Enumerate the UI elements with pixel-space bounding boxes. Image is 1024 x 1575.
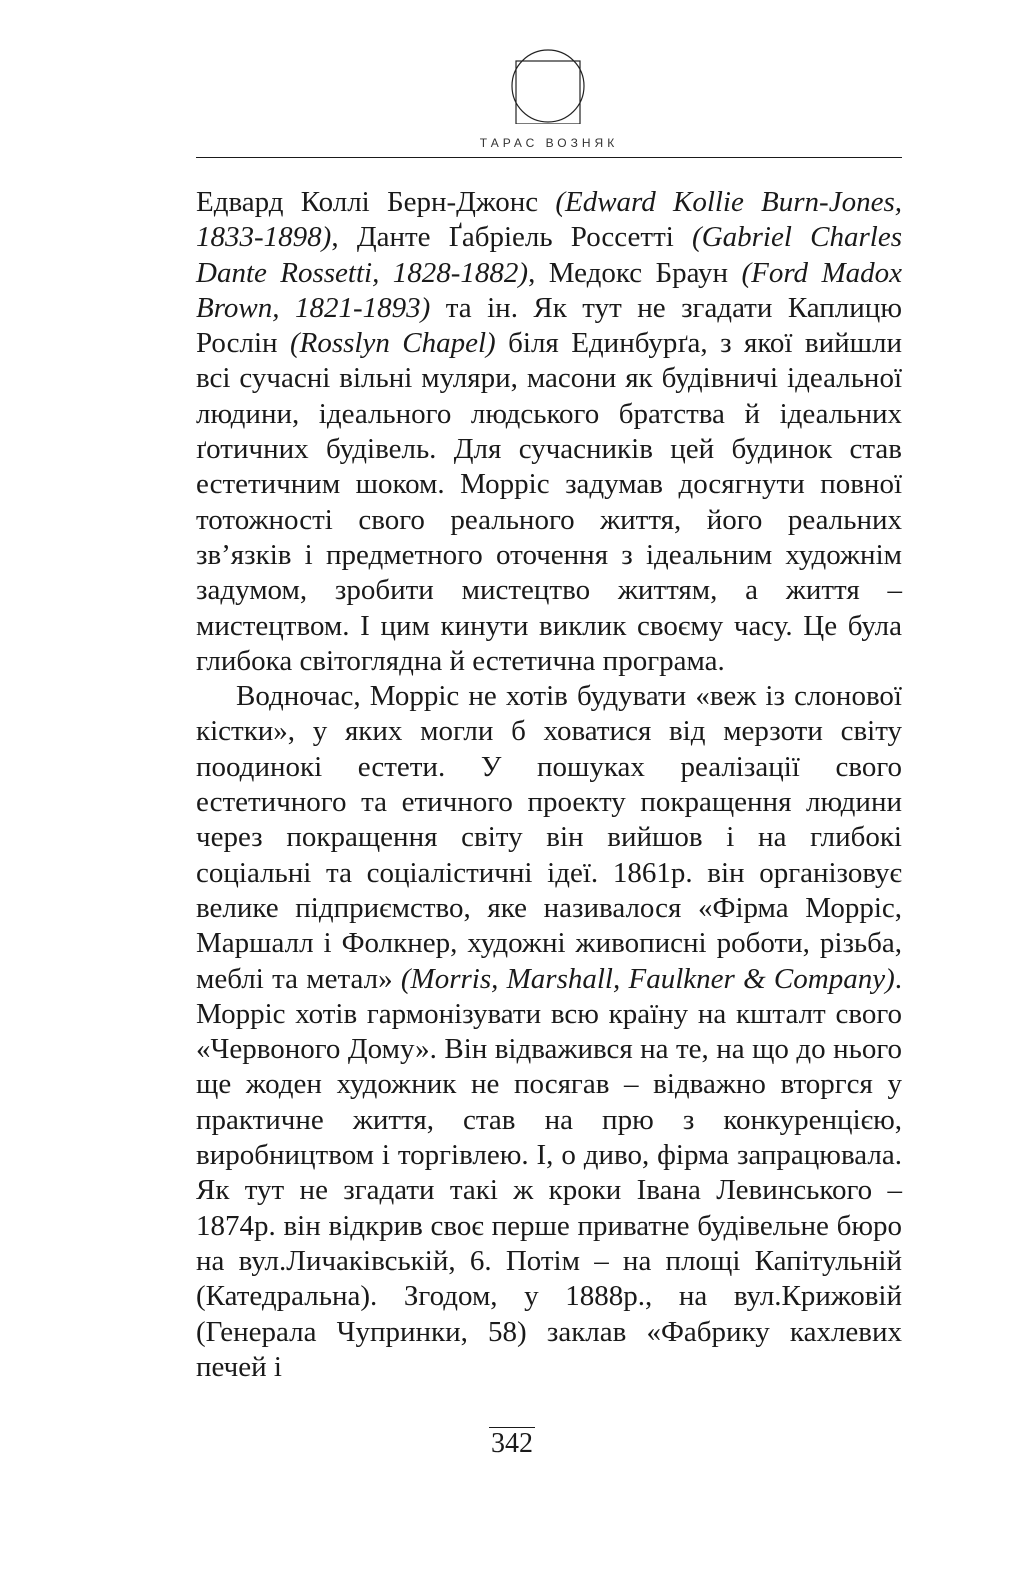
header-rule xyxy=(196,157,902,158)
square-in-circle-emblem-icon xyxy=(510,48,586,124)
paragraph: Водночас, Морріс не хотів будувати «веж із слонової кістки», у яких могли б ховатися від мерзоти світу поодинокі естети. У пошуках реалізації свого естетичного та етичного проекту покращення людини через покращення світу він вийшов і на глибокі соціальні та соціалістичні ідеї. 1861р. він організовує велике підприємство, яке називалося «Фірма Морріс, Маршалл і Фолкнер, художні живописні роботи, різьба, меблі та метал» (Morris, Marshall, Faulkner & Company). Морріс хотів гармонізувати всю країну на кшталт свого «Червоного Дому». Він відважився на те, на що до нього ще жоден художник не посягав – відважно вторгся у практичне життя, став на прю з конкуренцією, виробництвом і торгівлею. І, о диво, фірма запрацювала. Як тут не згадати такі ж кроки Івана Левинського – 1874р. він відкрив своє перше приватне будівельне бюро на вул.Личаківській, 6. Потім – на площі Капітульній (Катедральна). Згодом, у 1888р., на вул.Крижовій (Генерала Чупринки, 58) заклав «Фабрику кахлевих печей і xyxy=(196,680,902,1383)
running-head: ТАРАС ВОЗНЯК xyxy=(479,136,619,150)
page-number: 342 xyxy=(491,1428,533,1459)
paragraph: Едвард Коллі Берн-Джонс (Edward Kollie Burn-Jones, 1833-1898), Данте Ґабріель Россетті (Gabriel Charles Dante Rossetti, 1828-1882), Медокс Браун (Ford Madox Brown, 1821-1893) та ін. Як тут не згадати Каплицю Рослін (Rosslyn Chapel) біля Единбурґа, з якої вийшли всі сучасні вільні муляри, масони як будівничі ідеальної людини, ідеального людського братства й ідеальних ґотичних будівель. Для сучасників цей будинок став естетичним шоком. Морріс задумав досягнути повної тотожності свого реального життя, його реальних зв’язків і предметного оточення з ідеальним художнім задумом, зробити мистецтво життям, а життя – мистецтвом. І цим кинути виклик своєму часу. Це була глибока світоглядна й естетична програма. xyxy=(196,186,902,677)
body-text xyxy=(196,185,902,1385)
